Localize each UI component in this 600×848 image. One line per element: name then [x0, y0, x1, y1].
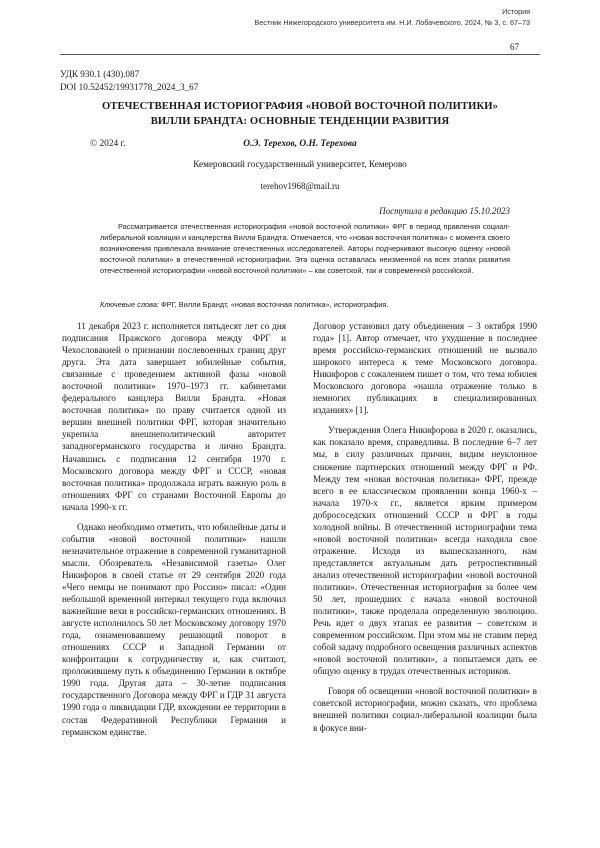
running-header: [60, 6, 530, 28]
body-paragraph: Однако необходимо отметить, что юбилейные даты и события «новой восточной политики» нашли незначительное отражение в современной гуманитарной мысли. Обозреватель «Независимой газеты» Олег Никифоров в своей статье от 29 сентября 2020 года «Чего немцы не понимают про Россию» писал: «Один небольшой временной интервал текущего года включил важнейшие вехи в российско-германских отношениях. В августе исполнилось 50 лет Московскому договору 1970 года, ознаменовавшему решающий поворот в отношениях СССР и Западной Германии от конфронтации к сотрудничеству и, как считают, проложившему путь к объединению Германии в октябре 1990 года. Другая дата – 30-летие подписания государственного Договора между ФРГ и ГДР 31 августа 1990 года о ликвидации ГДР, вхождении ее территории в состав Федеративной Республики Германия и германском единстве.: [62, 521, 286, 737]
keywords: [100, 300, 510, 311]
authors: О.Э. Терехов, О.Н. Терехова: [243, 139, 357, 149]
body-column-right: [313, 320, 537, 734]
header-journal: Вестник Нижегородского университета им. Н.И. Лобачевского, 2024, № 3, с. 67–73: [254, 18, 530, 27]
author-email[interactable]: terehov1968@mail.ru: [260, 181, 340, 191]
udk-code: УДК 930.1 (430).087: [60, 69, 140, 79]
body-paragraph: Договор установил дату объединения – 3 октября 1990 года» [1]. Автор отмечает, что ухудшение в последнее время российско-германских отношений не вызвало широкого интереса к теме Московского договора. Никифоров с сожалением пишет о том, что тема юбилея Московского договора «нашла отражение только в немногих публикациях в специализированных изданиях» [1].: [313, 321, 537, 416]
article-title: [60, 99, 540, 129]
abstract: Рассматривается отечественная историография «новой восточной политики» ФРГ в период правления социал-либеральной коалиции и канцлерства Вилли Брандта. Отмечается, что «новая восточная политика» с момента своего возникновения привлекала внимание отечественных исследователей. Авторы подчеркивают высокую оценку «новой восточной политики» в отечественной историографии. Эта оценка оставалась неизменной на всех этапах развития отечественной историографии «новой восточной политики» – как советской, так и современной российской.: [100, 222, 510, 275]
article-meta: [60, 68, 198, 93]
keywords-text: ФРГ, Вилли Брандт, «новая восточная политика», историография.: [158, 300, 389, 309]
affiliation: Кемеровский государственный университет, Кемерово: [193, 159, 407, 169]
body-column-left: [62, 320, 286, 738]
copyright: © 2024 г.: [90, 139, 126, 149]
doi[interactable]: DOI 10.52452/19931778_2024_3_67: [60, 81, 199, 92]
received-date: Поступила в редакцию 15.10.2023: [379, 206, 510, 216]
header-section: История: [502, 7, 530, 16]
body-paragraph: 11 декабря 2023 г. исполняется пятьдесят лет со дня подписания Пражского договора между ФРГ и Чехословакией о признании послевоенных границ друг друга. Эта дата завершает юбилейные события, связанные с проведением активной фазы «новой восточной политики» 1970–1973 гг. кабинетами федерального канцлера Вилли Брандта. «Новая восточная политика» по праву считается одной из вершин внешней политики ФРГ, которая значительно укрепила внешнеполитический авторитет западногерманского государства и лично Брандта. Начавшись с подписания 12 сентября 1970 г. Московского договора между ФРГ и СССР, «новая восточная политика» продолжала играть важную роль в отношениях ФРГ со странами Восточной Европы до начала 1990-х гг.: [62, 321, 286, 512]
keywords-label: Ключевые слова:: [100, 300, 159, 309]
title-line-1: ОТЕЧЕСТВЕННАЯ ИСТОРИОГРАФИЯ «НОВОЙ ВОСТОЧНОЙ ПОЛИТИКИ»: [101, 101, 499, 112]
header-divider: [60, 54, 540, 55]
body-paragraph: Говоря об освещении «новой восточной политики» в советской историографии, можно сказать, что проблема внешней политики социал-либеральной коалиции была в фокусе вни-: [313, 686, 537, 733]
page-number: 67: [510, 42, 519, 52]
body-paragraph: Утверждения Олега Никифорова в 2020 г. оказались, как показало время, справедливы. В последние 6–7 лет мы, в силу различных причин, видим неуклонное снижение партнерских отношений между ФРГ и РФ. Между тем «новая восточная политика» ФРГ, прежде всего в ее классическом проявлении конца 1960-х – начала 1970-х гг., является ярким примером добрососедских отношений СССР и ФРГ в годы холодной войны. В отечественной историографии тема «новой восточной политики» всегда находила свое отражение. Исходя из вышесказанного, нам представляется актуальным дать ретроспективный анализ отечественной историографии «новой восточной политики». Отечественная историография за более чем 50 лет, прошедших с начала «новой восточной политики», также проделала определенную эволюцию. Речь идет о двух этапах ее развития – советском и современном российском. При этом мы не ставим перед собой задачу подробного освещения различных аспектов «новой восточной политики», а попытаемся дать ее общую оценку в трудах отечественных историков.: [313, 425, 537, 677]
title-line-2: ВИЛЛИ БРАНДТА: ОСНОВНЫЕ ТЕНДЕНЦИИ РАЗВИТИЯ: [150, 116, 450, 127]
